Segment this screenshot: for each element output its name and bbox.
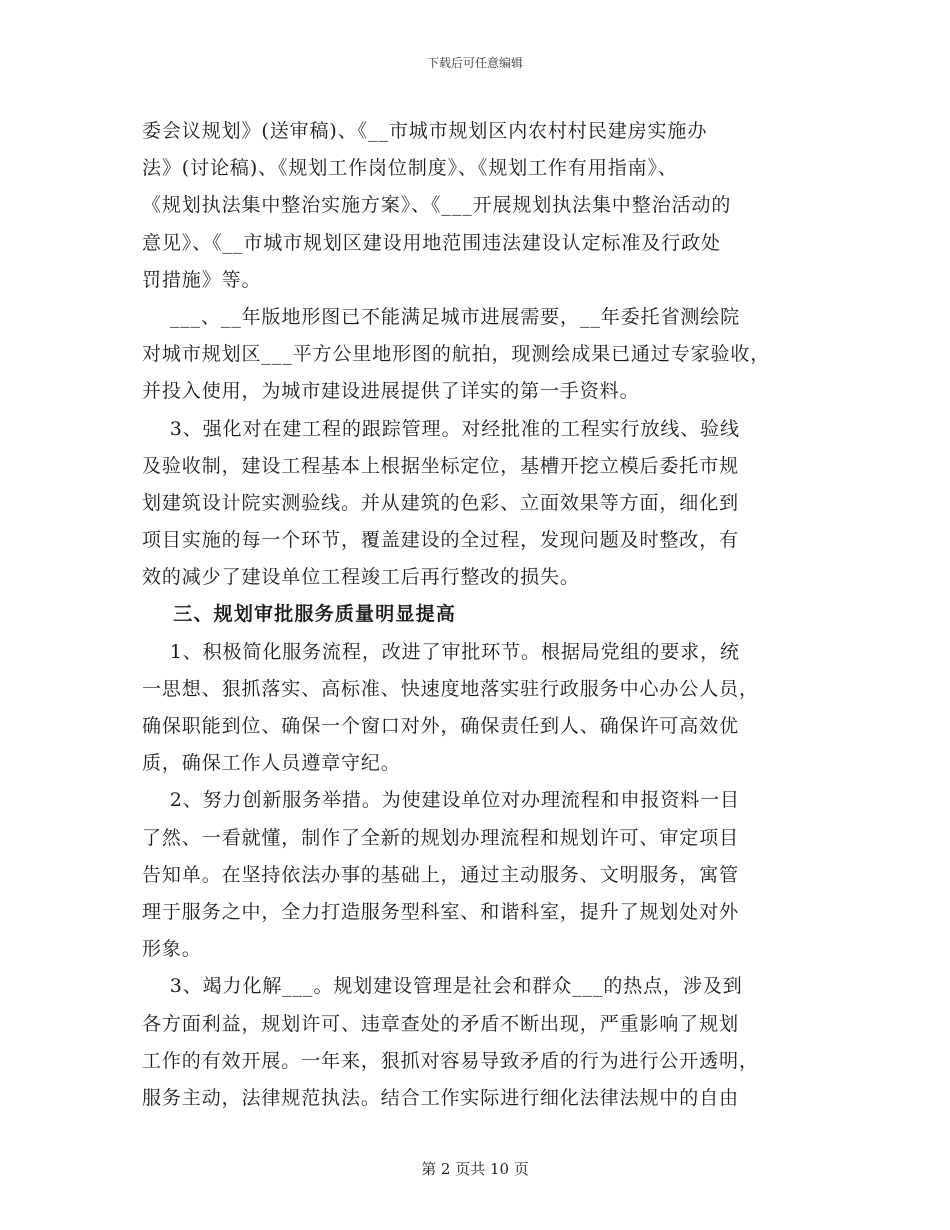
- text-line: 法》(讨论稿)、《规划工作岗位制度》、《规划工作有用指南》、: [142, 157, 678, 180]
- text-line: 服务主动，法律规范执法。结合工作实际进行细化法律法规中的自由: [142, 1086, 740, 1109]
- text-line: 理于服务之中，全力打造服务型科室、和谐科室，提升了规划处对外: [142, 900, 740, 923]
- text-line: 形象。: [142, 938, 202, 961]
- text-line: 3、竭力化解___。规划建设管理是社会和群众___的热点，涉及到: [142, 975, 743, 998]
- text-line: 委会议规划》(送审稿)、《__市城市规划区内农村村民建房实施办: [142, 120, 708, 142]
- text-line: 意见》、《__市城市规划区建设用地范围违法建设认定标准及行政处: [142, 231, 721, 254]
- text-line: 了然、一看就懂，制作了全新的规划办理流程和规划许可、审定项目: [142, 826, 740, 849]
- text-line: 各方面利益，规划许可、违章查处的矛盾不断出现，严重影响了规划: [142, 1012, 740, 1035]
- text-line: 2、努力创新服务举措。为使建设单位对办理流程和申报资料一目: [142, 789, 740, 812]
- text-line: 质，确保工作人员遵章守纪。: [142, 752, 401, 775]
- text-line: 告知单。在坚持依法办事的基础上，通过主动服务、文明服务，寓管: [142, 863, 740, 886]
- text-line: 一思想、狠抓落实、高标准、快速度地落实驻行政服务中心办公人员，: [142, 677, 759, 700]
- text-line: 对城市规划区___平方公里地形图的航拍，现测绘成果已通过专家验收，: [142, 343, 771, 366]
- text-line: 划建筑设计院实测验线。并从建筑的色彩、立面效果等方面，细化到: [142, 491, 740, 514]
- page-header: 下载后可任意编辑: [426, 56, 523, 70]
- text-line: 3、强化对在建工程的跟踪管理。对经批准的工程实行放线、验线: [142, 417, 740, 440]
- text-line: 工作的有效开展。一年来，狠抓对容易导致矛盾的行为进行公开透明，: [142, 1049, 759, 1072]
- text-line: ___、__年版地形图已不能满足城市进展需要，__年委托省测绘院: [142, 305, 741, 328]
- text-line: 《规划执法集中整治实施方案》、《___开展规划执法集中整治活动的: [142, 194, 732, 217]
- document-body: [142, 113, 812, 1117]
- text-line: 及验收制，建设工程基本上根据坐标定位，基槽开挖立模后委托市规: [142, 454, 740, 477]
- text-line: 1、积极简化服务流程，改进了审批环节。根据局党组的要求，统: [142, 640, 740, 663]
- text-line: 项目实施的每一个环节，覆盖建设的全过程，发现问题及时整改，有: [142, 529, 740, 552]
- text-line: 罚措施》等。: [142, 268, 262, 291]
- section-heading: 三、规划审批服务质量明显提高: [142, 603, 457, 626]
- text-line: 并投入使用，为城市建设进展提供了详实的第一手资料。: [142, 380, 640, 403]
- text-line: 效的减少了建设单位工程竣工后再行整改的损失。: [142, 566, 580, 589]
- text-line: 确保职能到位、确保一个窗口对外，确保责任到人、确保许可高效优: [142, 715, 740, 737]
- page-footer: 第 2 页共 10 页: [421, 1160, 529, 1178]
